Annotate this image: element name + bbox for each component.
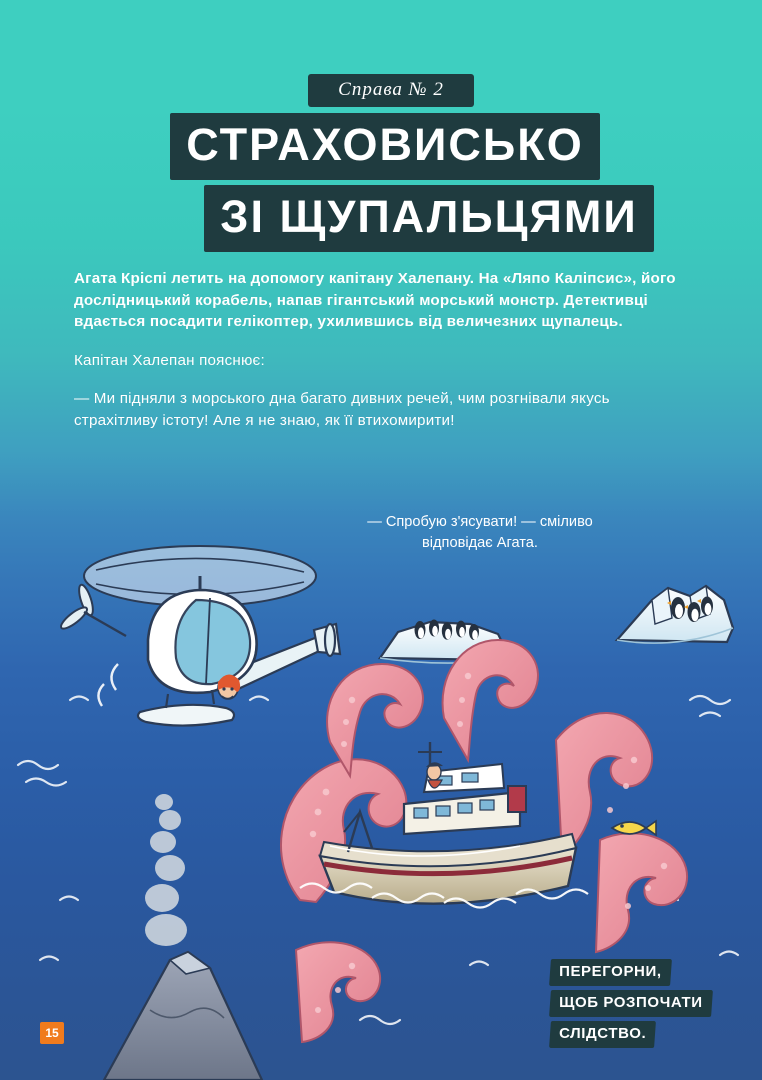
- story-text: [74, 268, 694, 431]
- page-number: 15: [40, 1022, 64, 1044]
- yellow-fish-icon: [612, 821, 656, 835]
- callout-line-1: [549, 959, 671, 986]
- research-ship-icon: [300, 742, 588, 908]
- paragraph-captain-intro: Капітан Халепан пояснює:: [74, 351, 265, 369]
- iceberg-small-icon: [380, 620, 507, 664]
- callout-text-3: СЛІДСТВО.: [559, 1025, 647, 1042]
- page-title-line-2: ЗІ ЩУПАЛЬЦЯМИ: [204, 185, 653, 252]
- iceberg-large-icon: [617, 586, 733, 643]
- paragraph-intro: Агата Кріспі летить на допомогу капітану Халепану. На «Ляпо Каліпсис», його дослідницький корабель, напав гігантський морський монстр. Детективці вдається посадити гелікоптер, ухилившись від величезних щупалець.: [74, 270, 676, 331]
- paragraph-captain-speech: — Ми підняли з морського дна багато дивних речей, чим розгнівали якусь страхітливу істоту! Але я не знаю, як її втихомирити!: [74, 390, 610, 429]
- callout-text-1: ПЕРЕГОРНИ,: [559, 963, 662, 980]
- case-label: Справа № 2: [308, 74, 474, 107]
- callout-text-2: ЩОБ РОЗПОЧАТИ: [559, 994, 703, 1011]
- turn-page-callout: [550, 959, 736, 1052]
- title-block: [0, 74, 762, 252]
- callout-line-2: [549, 990, 712, 1017]
- captain-figure: [426, 762, 443, 788]
- helicopter-icon: [58, 546, 340, 726]
- callout-line-3: [549, 1021, 656, 1048]
- penguins-icon: [415, 620, 480, 641]
- volcano-icon: [104, 794, 262, 1080]
- page-title-line-1: СТРАХОВИСЬКО: [170, 113, 599, 180]
- paragraph-agata-reply: — Спробую з'ясувати! — смiливо відповідає Агата.: [367, 514, 593, 552]
- agata-figure: [218, 674, 240, 699]
